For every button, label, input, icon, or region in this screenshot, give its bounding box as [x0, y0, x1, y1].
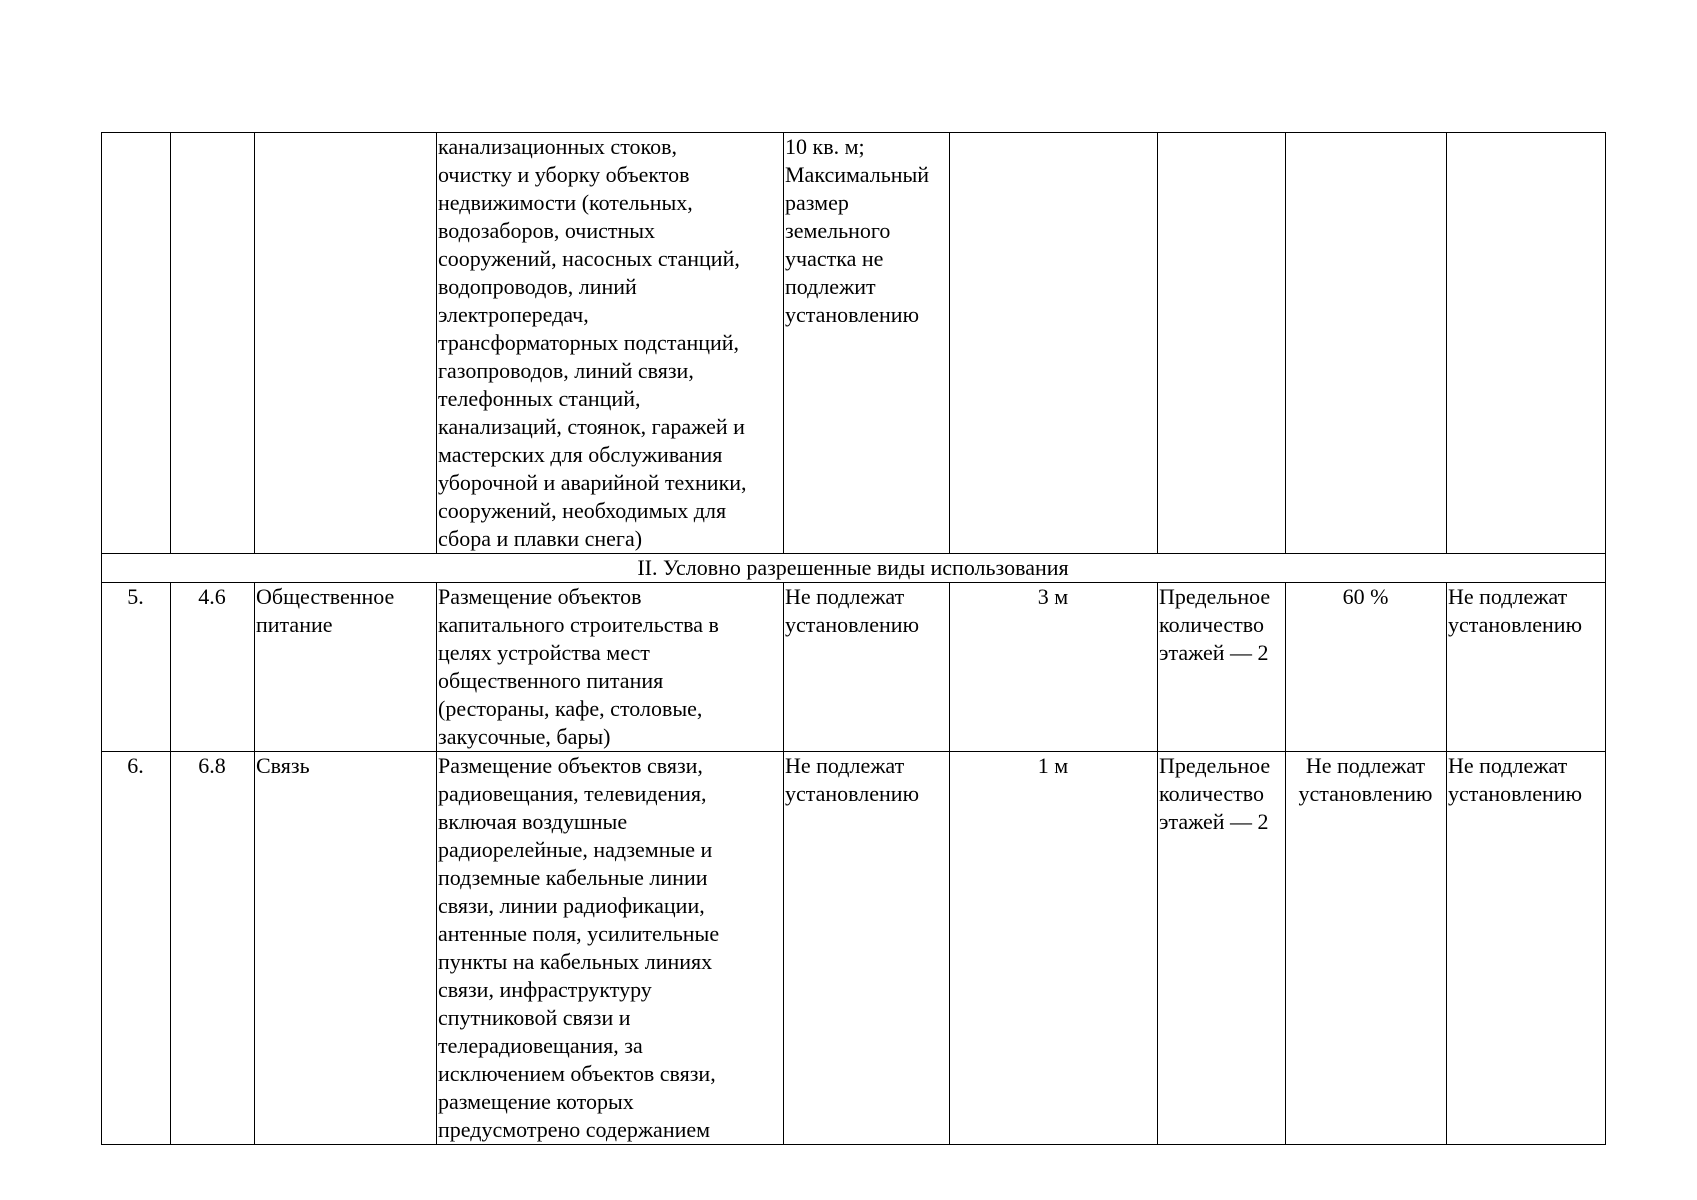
section-row [102, 554, 1606, 583]
cell-setback [950, 133, 1158, 554]
cell-number [102, 133, 171, 554]
cell-use-description: Размещение объектов связи, радиовещания, телевидения, включая воздушные радиорелейные, надземные и подземные кабельные линии связи, линии радиофикации, антенные поля, усилительные пункты на кабельных линиях связи, инфраструктуру спутниковой связи и телерадиовещания, за исключением объектов связи, размещение которых предусмотрено содержанием [437, 752, 784, 1145]
cell-coverage: 60 % [1286, 583, 1447, 752]
table-row [102, 583, 1606, 752]
table-row [102, 752, 1606, 1145]
cell-land-plot-size: Не подлежат установлению [784, 583, 950, 752]
cell-setback: 1 м [950, 752, 1158, 1145]
table-row-continued [102, 133, 1606, 554]
cell-use-name [255, 133, 437, 554]
cell-other-parameters: Не подлежат установлению [1447, 752, 1606, 1145]
cell-coverage [1286, 133, 1447, 554]
cell-number: 5. [102, 583, 171, 752]
cell-use-name: Общественное питание [255, 583, 437, 752]
cell-setback: 3 м [950, 583, 1158, 752]
cell-use-description: Размещение объектов капитального строительства в целях устройства мест общественного питания (рестораны, кафе, столовые, закусочные, бары) [437, 583, 784, 752]
cell-number: 6. [102, 752, 171, 1145]
cell-code: 6.8 [171, 752, 255, 1145]
cell-land-plot-size: Не подлежат установлению [784, 752, 950, 1145]
cell-code [171, 133, 255, 554]
cell-other-parameters: Не подлежат установлению [1447, 583, 1606, 752]
cell-use-name: Связь [255, 752, 437, 1145]
cell-coverage: Не подлежат установлению [1286, 752, 1447, 1145]
cell-floors: Предельное количество этажей — 2 [1158, 752, 1286, 1145]
cell-floors: Предельное количество этажей — 2 [1158, 583, 1286, 752]
cell-code: 4.6 [171, 583, 255, 752]
section-title: II. Условно разрешенные виды использования [102, 554, 1606, 583]
cell-floors [1158, 133, 1286, 554]
land-use-table [101, 132, 1606, 1145]
cell-use-description: канализационных стоков, очистку и уборку объектов недвижимости (котельных, водозаборов, очистных сооружений, насосных станций, водопроводов, линий электропередач, трансформаторных подстанций, газопроводов, линий связи, телефонных станций, канализаций, стоянок, гаражей и мастерских для обслуживания уборочной и аварийной техники, сооружений, необходимых для сбора и плавки снега) [437, 133, 784, 554]
cell-land-plot-size: 10 кв. м; Максимальный размер земельного участка не подлежит установлению [784, 133, 950, 554]
cell-other-parameters [1447, 133, 1606, 554]
